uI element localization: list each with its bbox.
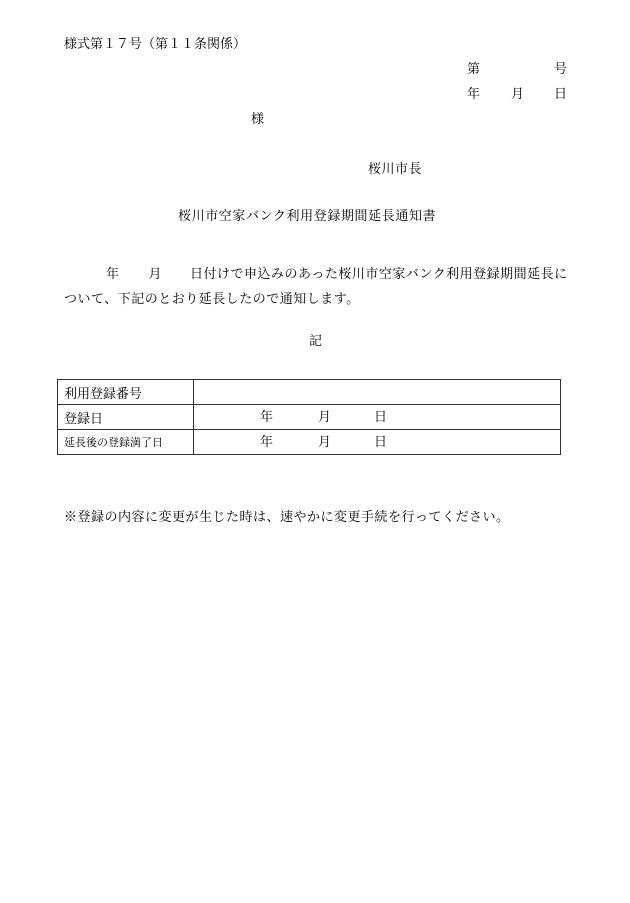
body-text: 日付けで申込みのあった桜川市空家バンク利用登録期間延長について、下記のとおり延長したので通知します。 xyxy=(64,267,568,307)
ki-heading: 記 xyxy=(309,334,323,349)
table-row xyxy=(58,430,561,455)
registration-date-value xyxy=(194,405,561,430)
registration-info-table xyxy=(57,379,561,455)
body-year: 年 xyxy=(106,267,120,282)
registration-date-year: 年 xyxy=(260,410,274,425)
form-number: 様式第１７号（第１１条関係） xyxy=(64,37,247,52)
issue-date-month: 月 xyxy=(511,87,525,102)
expiry-date-value xyxy=(194,430,561,455)
issue-date-day: 日 xyxy=(554,87,568,102)
document-number-suffix: 号 xyxy=(554,62,568,77)
change-notice: ※登録の内容に変更が生じた時は、速やかに変更手続を行ってください。 xyxy=(64,510,510,525)
issue-date-year: 年 xyxy=(467,87,481,102)
registration-date-month: 月 xyxy=(318,410,332,425)
issuer-name: 桜川市長 xyxy=(368,162,423,177)
table-row xyxy=(58,380,561,405)
registration-number-label: 利用登録番号 xyxy=(58,380,194,405)
addressee-suffix: 様 xyxy=(251,112,265,127)
expiry-date-day: 日 xyxy=(374,435,388,450)
document-number-prefix: 第 xyxy=(467,62,481,77)
table-row xyxy=(58,405,561,430)
expiry-date-year: 年 xyxy=(260,435,274,450)
body-month: 月 xyxy=(148,267,163,282)
registration-date-label: 登録日 xyxy=(58,405,194,430)
document-title: 桜川市空家バンク利用登録期間延長通知書 xyxy=(178,209,437,224)
expiry-date-month: 月 xyxy=(318,435,332,450)
expiry-date-label: 延長後の登録満了日 xyxy=(58,430,194,455)
registration-number-value xyxy=(194,380,561,405)
registration-date-day: 日 xyxy=(374,410,388,425)
body-paragraph xyxy=(64,262,574,312)
